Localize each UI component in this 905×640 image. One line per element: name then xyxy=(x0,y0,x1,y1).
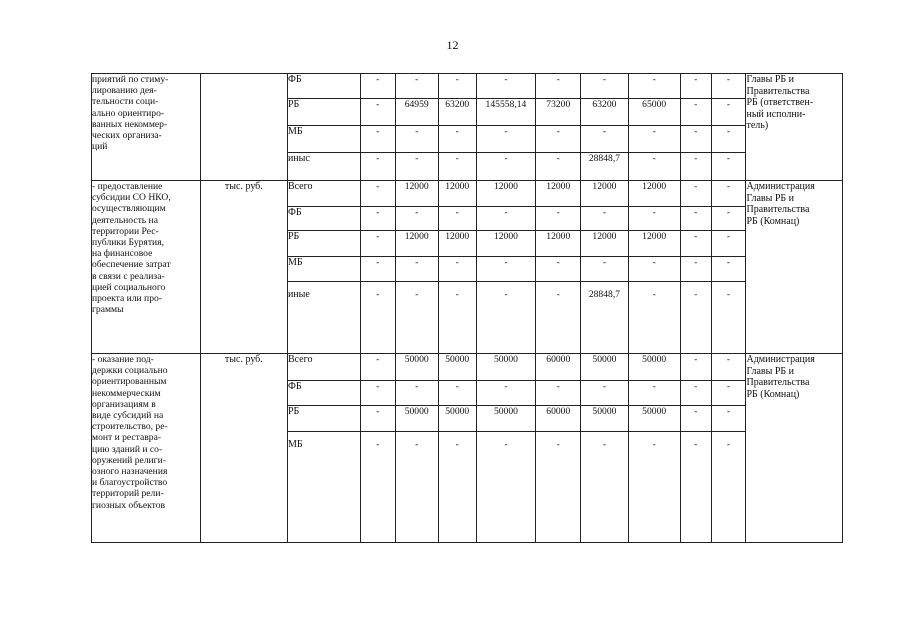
page-number: 12 xyxy=(446,38,459,52)
responsible-executor: Главы РБ и Правительства РБ (ответствен- ный исполни- тель) xyxy=(746,74,843,181)
value-cell: - xyxy=(680,406,711,432)
funding-source: Всего xyxy=(287,354,360,381)
value-cell: - xyxy=(395,74,438,99)
value-cell: - xyxy=(438,381,476,406)
value-cell: - xyxy=(628,153,680,181)
value-cell: - xyxy=(628,207,680,231)
unit-cell: тыс. руб. xyxy=(200,354,287,543)
value-cell: 50000 xyxy=(476,354,536,381)
value-cell: - xyxy=(395,257,438,282)
value-cell: - xyxy=(360,354,395,381)
value-cell: 12000 xyxy=(438,181,476,207)
value-cell: - xyxy=(395,207,438,231)
value-cell: 28848,7 xyxy=(581,153,628,181)
value-cell: - xyxy=(711,432,746,543)
value-cell: 50000 xyxy=(581,354,628,381)
value-cell: - xyxy=(536,381,581,406)
value-cell: 65000 xyxy=(628,99,680,126)
value-cell: 12000 xyxy=(628,231,680,257)
value-cell: - xyxy=(628,432,680,543)
measure-description: - предоставление субсидии СО НКО, осуществляющим деятельность на территории Рес- публики Бурятия, на финансовое обеспечение затрат в связи с реализа- цией социального проекта или про- граммы xyxy=(92,181,201,354)
value-cell: - xyxy=(628,381,680,406)
value-cell: - xyxy=(536,282,581,354)
measure-description: приятий по стиму- лированию дея- тельности соци- ально ориентиро- ванных некоммер- ческих организа- ций xyxy=(92,74,201,181)
value-cell: - xyxy=(711,257,746,282)
value-cell: 12000 xyxy=(536,181,581,207)
funding-source: МБ xyxy=(287,432,360,543)
value-cell: - xyxy=(711,181,746,207)
value-cell: - xyxy=(711,406,746,432)
value-cell: 12000 xyxy=(628,181,680,207)
value-cell: - xyxy=(711,282,746,354)
value-cell: 50000 xyxy=(628,354,680,381)
value-cell: - xyxy=(360,126,395,153)
value-cell: 50000 xyxy=(628,406,680,432)
value-cell: - xyxy=(581,381,628,406)
unit-cell xyxy=(200,74,287,181)
value-cell: - xyxy=(536,153,581,181)
value-cell: 63200 xyxy=(438,99,476,126)
table-row xyxy=(92,354,843,381)
funding-source: ФБ xyxy=(287,381,360,406)
value-cell: - xyxy=(680,432,711,543)
value-cell: - xyxy=(711,207,746,231)
value-cell: - xyxy=(395,432,438,543)
value-cell: - xyxy=(711,99,746,126)
table-row xyxy=(92,181,843,207)
value-cell: - xyxy=(680,153,711,181)
value-cell: 60000 xyxy=(536,354,581,381)
value-cell: 50000 xyxy=(581,406,628,432)
value-cell: - xyxy=(476,153,536,181)
value-cell: - xyxy=(711,74,746,99)
value-cell: - xyxy=(711,153,746,181)
value-cell: - xyxy=(438,207,476,231)
value-cell: - xyxy=(360,381,395,406)
funding-source: МБ xyxy=(287,126,360,153)
value-cell: - xyxy=(476,126,536,153)
table-row xyxy=(92,74,843,99)
value-cell: - xyxy=(680,99,711,126)
value-cell: - xyxy=(476,207,536,231)
value-cell: - xyxy=(438,126,476,153)
value-cell: - xyxy=(536,74,581,99)
funding-source: иныс xyxy=(287,153,360,181)
value-cell: - xyxy=(581,126,628,153)
value-cell: - xyxy=(680,126,711,153)
value-cell: 64959 xyxy=(395,99,438,126)
responsible-executor: Администрация Главы РБ и Правительства РБ (Комнац) xyxy=(746,181,843,354)
value-cell: - xyxy=(438,153,476,181)
value-cell: - xyxy=(581,207,628,231)
value-cell: 12000 xyxy=(536,231,581,257)
value-cell: - xyxy=(360,181,395,207)
value-cell: - xyxy=(476,282,536,354)
value-cell: - xyxy=(360,99,395,126)
value-cell: 12000 xyxy=(476,181,536,207)
value-cell: - xyxy=(438,74,476,99)
value-cell: - xyxy=(680,257,711,282)
measure-description: - оказание под- держки социально ориентированным некоммерческим организациям в виде субсидий на строительство, ре- монт и реставра- цию зданий и со- оружений религи- озного назначения и благоустройство территорий рели- гиозных объектов xyxy=(92,354,201,543)
value-cell: 145558,14 xyxy=(476,99,536,126)
value-cell: 12000 xyxy=(581,231,628,257)
value-cell: - xyxy=(680,354,711,381)
funding-source: ФБ xyxy=(287,207,360,231)
value-cell: 12000 xyxy=(395,231,438,257)
value-cell: - xyxy=(360,406,395,432)
value-cell: - xyxy=(438,432,476,543)
funding-source: ФБ xyxy=(287,74,360,99)
value-cell: 12000 xyxy=(581,181,628,207)
funding-source: Всего xyxy=(287,181,360,207)
value-cell: - xyxy=(360,432,395,543)
value-cell: - xyxy=(360,74,395,99)
responsible-executor: Администрация Главы РБ и Правительства РБ (Комнац) xyxy=(746,354,843,543)
value-cell: - xyxy=(628,282,680,354)
value-cell: - xyxy=(680,181,711,207)
value-cell: 50000 xyxy=(395,406,438,432)
funding-source: МБ xyxy=(287,257,360,282)
value-cell: - xyxy=(628,126,680,153)
value-cell: - xyxy=(438,257,476,282)
value-cell: 12000 xyxy=(395,181,438,207)
program-funding-table xyxy=(91,73,843,543)
value-cell: 12000 xyxy=(476,231,536,257)
value-cell: - xyxy=(711,126,746,153)
value-cell: - xyxy=(360,207,395,231)
value-cell: - xyxy=(711,354,746,381)
value-cell: - xyxy=(360,257,395,282)
unit-cell: тыс. руб. xyxy=(200,181,287,354)
value-cell: - xyxy=(536,207,581,231)
value-cell: 50000 xyxy=(476,406,536,432)
value-cell: - xyxy=(536,432,581,543)
value-cell: - xyxy=(680,74,711,99)
value-cell: - xyxy=(438,282,476,354)
value-cell: - xyxy=(476,257,536,282)
value-cell: 63200 xyxy=(581,99,628,126)
value-cell: - xyxy=(680,381,711,406)
funding-source: РБ xyxy=(287,406,360,432)
value-cell: - xyxy=(476,381,536,406)
value-cell: - xyxy=(360,231,395,257)
value-cell: - xyxy=(711,231,746,257)
value-cell: - xyxy=(680,231,711,257)
funding-source: иные xyxy=(287,282,360,354)
value-cell: - xyxy=(581,432,628,543)
value-cell: - xyxy=(581,74,628,99)
value-cell: - xyxy=(536,126,581,153)
value-cell: - xyxy=(628,257,680,282)
value-cell: - xyxy=(628,74,680,99)
funding-source: РБ xyxy=(287,99,360,126)
value-cell: - xyxy=(395,126,438,153)
value-cell: - xyxy=(395,153,438,181)
funding-source: РБ xyxy=(287,231,360,257)
value-cell: 50000 xyxy=(395,354,438,381)
value-cell: - xyxy=(711,381,746,406)
value-cell: 60000 xyxy=(536,406,581,432)
value-cell: - xyxy=(360,282,395,354)
value-cell: - xyxy=(680,207,711,231)
value-cell: - xyxy=(581,257,628,282)
value-cell: - xyxy=(360,153,395,181)
value-cell: 12000 xyxy=(438,231,476,257)
value-cell: 73200 xyxy=(536,99,581,126)
value-cell: - xyxy=(395,282,438,354)
value-cell: 50000 xyxy=(438,354,476,381)
value-cell: - xyxy=(476,432,536,543)
value-cell: - xyxy=(476,74,536,99)
value-cell: - xyxy=(395,381,438,406)
value-cell: - xyxy=(680,282,711,354)
value-cell: - xyxy=(536,257,581,282)
value-cell: 28848,7 xyxy=(581,282,628,354)
value-cell: 50000 xyxy=(438,406,476,432)
